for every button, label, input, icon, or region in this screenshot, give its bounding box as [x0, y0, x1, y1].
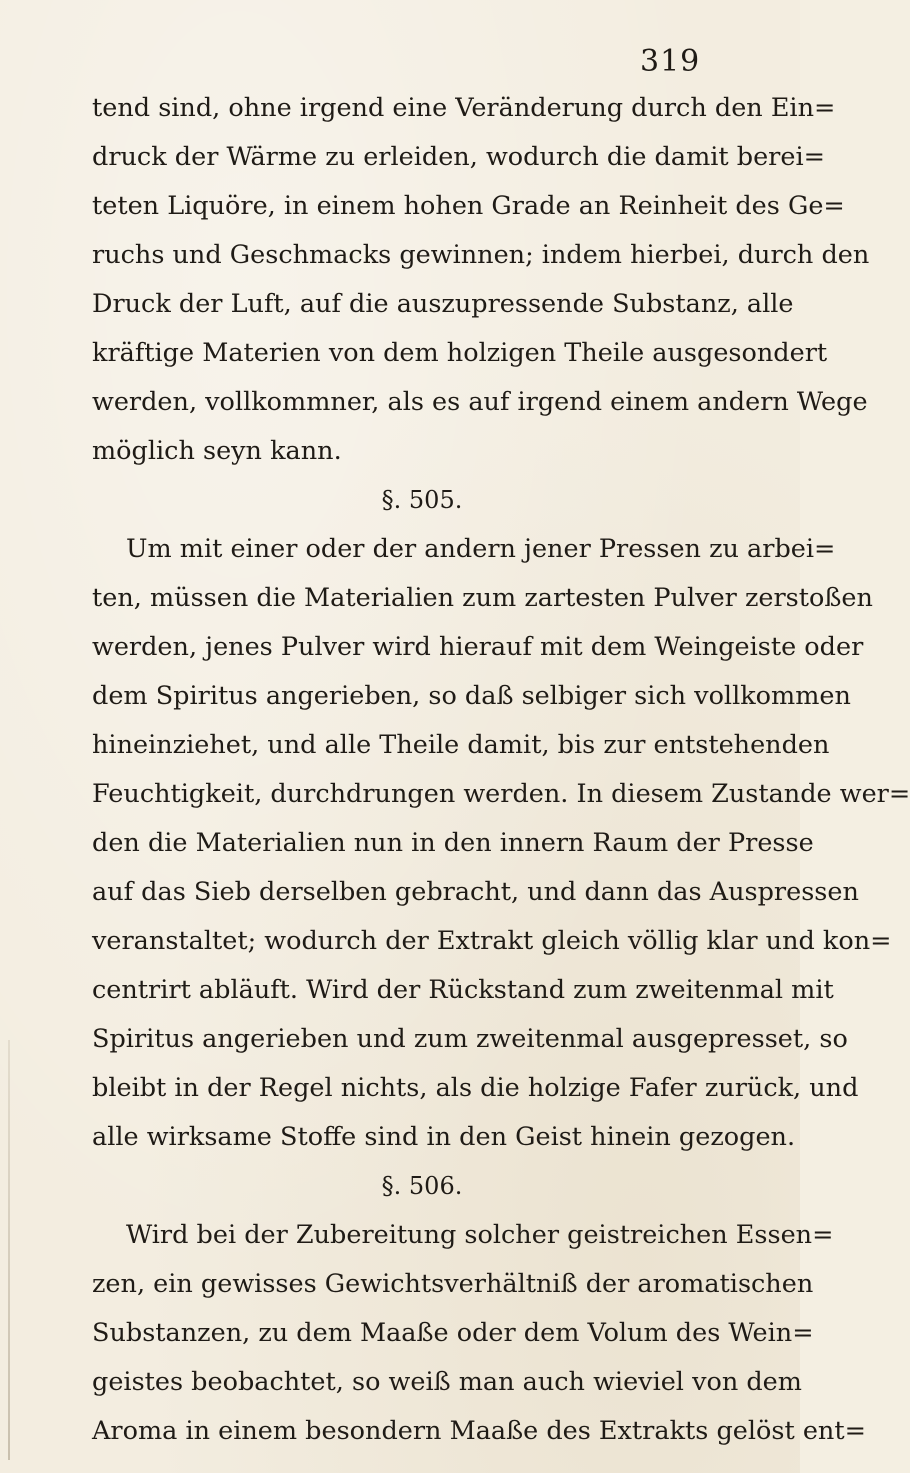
- text-line: ruchs und Geschmacks gewinnen; indem hierbei, durch den: [92, 240, 870, 270]
- section-heading-506: §. 506.: [381, 1172, 463, 1200]
- text-line: Substanzen, zu dem Maaße oder dem Volum des Wein=: [92, 1318, 814, 1348]
- text-line: tend sind, ohne irgend eine Veränderung durch den Ein=: [92, 93, 836, 123]
- text-line: bleibt in der Regel nichts, als die holzige Fafer zurück, und: [92, 1073, 859, 1103]
- text-line: kräftige Materien von dem holzigen Theile ausgesondert: [92, 338, 828, 368]
- section-heading-505: §. 505.: [381, 486, 463, 514]
- text-line: den die Materialien nun in den innern Raum der Presse: [92, 828, 814, 858]
- text-line: Druck der Luft, auf die auszupressende Substanz, alle: [92, 289, 794, 319]
- page-edge-shadow: [8, 1040, 10, 1460]
- page-number: 319: [640, 44, 701, 79]
- text-line: auf das Sieb derselben gebracht, und dann das Auspressen: [92, 877, 859, 907]
- text-line: Aroma in einem besondern Maaße des Extrakts gelöst ent=: [92, 1416, 866, 1446]
- text-line: druck der Wärme zu erleiden, wodurch die damit berei=: [92, 142, 825, 172]
- text-line: centrirt abläuft. Wird der Rückstand zum zweitenmal mit: [92, 975, 834, 1005]
- text-line: veranstaltet; wodurch der Extrakt gleich völlig klar und kon=: [92, 926, 892, 956]
- text-line: Wird bei der Zubereitung solcher geistreichen Essen=: [126, 1220, 834, 1250]
- text-line: Feuchtigkeit, durchdrungen werden. In diesem Zustande wer=: [92, 779, 910, 809]
- text-line: ten, müssen die Materialien zum zartesten Pulver zerstoßen: [92, 583, 873, 613]
- text-line: zen, ein gewisses Gewichtsverhältniß der aromatischen: [92, 1269, 814, 1299]
- text-line: werden, jenes Pulver wird hierauf mit dem Weingeiste oder: [92, 632, 864, 662]
- body-text: [92, 84, 910, 1456]
- text-line: Um mit einer oder der andern jener Pressen zu arbei=: [126, 534, 836, 564]
- text-line: teten Liquöre, in einem hohen Grade an Reinheit des Ge=: [92, 191, 845, 221]
- text-line: Spiritus angerieben und zum zweitenmal ausgepresset, so: [92, 1024, 848, 1054]
- text-line: alle wirksame Stoffe sind in den Geist hinein gezogen.: [92, 1122, 796, 1152]
- text-line: dem Spiritus angerieben, so daß selbiger sich vollkommen: [92, 681, 851, 711]
- text-line: geistes beobachtet, so weiß man auch wieviel von dem: [92, 1367, 802, 1397]
- text-line: werden, vollkommner, als es auf irgend einem andern Wege: [92, 387, 868, 417]
- text-line: hineinziehet, und alle Theile damit, bis zur entstehenden: [92, 730, 830, 760]
- text-line: möglich seyn kann.: [92, 436, 342, 466]
